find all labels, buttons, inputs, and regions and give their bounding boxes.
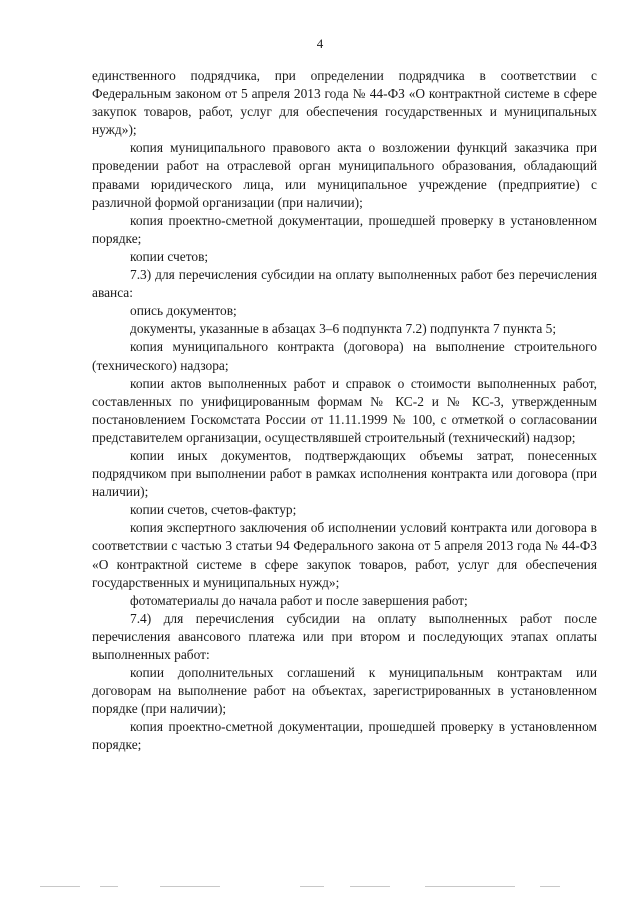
scan-edge-artifacts: [30, 886, 610, 890]
paragraph-subpoint-7-3: 7.3) для перечисления субсидии на оплату выполненных работ без перечисления аванса:: [92, 267, 597, 301]
paragraph-cost-documents: копии иных документов, подтверждающих объемы затрат, понесенных подрядчиком при выполнении работ в рамках исполнения контракта или договора (при наличии);: [92, 447, 597, 500]
paragraph-subpoint-7-4: 7.4) для перечисления субсидии на оплату выполненных работ после перечисления авансового платежа или при втором и последующих этапах оплаты выполненных работ:: [92, 610, 597, 662]
paragraph-invoices-copy: копии счетов;: [130, 248, 209, 264]
paragraph-additional-agreements: копии дополнительных соглашений к муниципальным контрактам или договорам на выполнение работ на объектах, зарегистрированных в установленном порядке (при наличии);: [92, 665, 597, 717]
paragraph-photo-materials: фотоматериалы до начала работ и после завершения работ;: [130, 592, 468, 608]
paragraph-continuation: единственного подрядчика, при определении подрядчика в соответствии с Федеральным законом от 5 апреля 2013 года № 44-ФЗ «О контрактной системе в сфере закупок товаров, работ, услуг для обеспечения государственных и муниципальных нужд»);: [92, 68, 597, 138]
paragraph-referenced-documents: документы, указанные в абзацах 3–6 подпункта 7.2) подпункта 7 пункта 5;: [130, 321, 557, 337]
document-body: [92, 67, 597, 755]
paragraph-documents-inventory: опись документов;: [130, 303, 237, 319]
paragraph-municipal-act-copy: копия муниципального правового акта о возложении функций заказчика при проведении работ на отраслевой орган муниципального образования, обладающий правами юридического лица, или муниципальное учреждение (предприятие) с различной формой организации (при наличии);: [92, 140, 597, 210]
page-number: 4: [316, 36, 324, 51]
paragraph-design-docs-copy-2: копия проектно-сметной документации, прошедшей проверку в установленном порядке;: [92, 719, 597, 753]
paragraph-supervision-contract-copy: копия муниципального контракта (договора) на выполнение строительного (технического) надзора;: [92, 339, 597, 373]
paragraph-acts-and-certificates: копии актов выполненных работ и справок о стоимости выполненных работ, составленных по унифицированным формам № КС-2 и № КС-3, утвержденным постановлением Госкомстата России от 11.11.1999 № 100, с отметкой о согласовании представителем организации, осуществлявшей строительный (технический) надзор;: [92, 375, 597, 445]
paragraph-design-docs-copy: копия проектно-сметной документации, прошедшей проверку в установленном порядке;: [92, 212, 597, 246]
paragraph-invoices-and-vat: копии счетов, счетов-фактур;: [130, 502, 297, 518]
paragraph-expert-conclusion: копия экспертного заключения об исполнении условий контракта или договора в соответствии с частью 3 статьи 94 Федерального закона от 5 апреля 2013 года № 44-ФЗ «О контрактной системе в сфере закупок товаров, работ, услуг для обеспечения государственных и муниципальных нужд»;: [92, 520, 597, 590]
